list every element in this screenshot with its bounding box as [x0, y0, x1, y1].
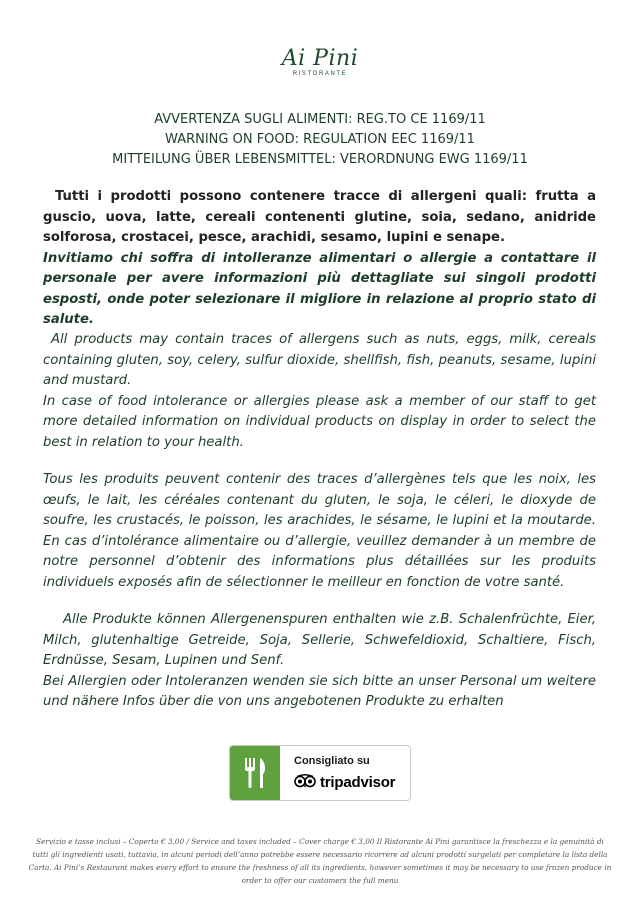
english-contact-note: In case of food intolerance or allergies please ask a member of our staff to get more detailed information on individual products on display in order to select the best in relation to your health. — [43, 393, 596, 450]
german-allergen-list: Alle Produkte können Allergenenspuren enthalten wie z.B. Schalenfrüchte, Eier, Milch, glutenhaltige Getreide, Soja, Sellerie, Schwefeldioxid, Schaltiere, Fisch, Erdnüsse, Sesam, Lupinen und Senf. — [43, 612, 596, 668]
french-notice — [43, 470, 596, 593]
logo-subtitle: RISTORANTE — [292, 71, 348, 77]
italian-contact-note: Invitiamo chi soffra di intolleranze alimentari o allergie a contattare il personale per avere informazioni più dettagliate sui singoli prodotti esposti, onde poter selezionare il migliore in relazione al proprio stato di salute. — [43, 250, 596, 327]
fork-knife-icon — [230, 746, 280, 800]
owl-logo-icon — [294, 773, 316, 792]
english-notice — [43, 330, 596, 453]
tripadvisor-wordmark: tripadvisor — [320, 773, 396, 791]
heading-german: MITTEILUNG ÜBER LEBENSMITTEL: VERORDNUNG EWG 1169/11 — [112, 152, 528, 167]
logo-name: Ai Pini — [281, 46, 359, 71]
heading-italian: AVVERTENZA SUGLI ALIMENTI: REG.TO CE 1169/11 — [154, 112, 486, 127]
badge-recommended-label: Consigliato su — [294, 754, 370, 767]
english-allergen-list: All products may contain traces of allergens such as nuts, eggs, milk, cereals containing gluten, soy, celery, sulfur dioxide, shellfish, fish, peanuts, sesame, lupini and mustard. — [43, 332, 596, 388]
restaurant-logo — [0, 46, 640, 77]
tripadvisor-badge[interactable] — [229, 745, 411, 801]
footer-disclaimer: Servizio e tasse inclusi – Coperto € 3,00 / Service and taxes included – Cover charge € 3,00 Il Ristorante Ai Pini garantisce la freschezza e la genuinità di tutti gli ingredienti usati, tuttavia, in alcuni periodi dell’anno potrebbe essere necessario ricorrere ad alcuni prodotti surgelati per completare la lista della Carta. Ai Pini’s Restaurant makes every effort to ensure the freshness of all its ingredients, however sometimes it may be necessary to use frozen produce in order to offer our customers the full menu — [28, 837, 612, 885]
regulation-heading — [0, 110, 640, 170]
german-notice — [43, 610, 596, 713]
german-contact-note: Bei Allergien oder Intoleranzen wenden sie sich bitte an unser Personal um weitere und nähere Infos über die von uns angebotenen Produkte zu erhalten — [43, 673, 596, 709]
french-allergen-text: Tous les produits peuvent contenir des traces d’allergènes tels que les noix, les œufs, le lait, les céréales contenant du gluten, le soja, le céleri, le dioxyde de soufre, les crustacés, le poisson, les arachides, le sésame, le lupini et la moutarde. En cas d’intolérance alimentaire ou d’allergie, veuillez demander à un membre de notre personnel d’obtenir des informations plus détaillées sur les produits individuels exposés afin de sélectionner le meilleur en fonction de votre santé. — [43, 472, 596, 590]
italian-allergen-list: Tutti i prodotti possono contenere tracce di allergeni quali: frutta a guscio, uova, latte, cereali contenenti glutine, soia, sedano, anidride solforosa, crostacei, pesce, arachidi, sesamo, lupini e senape. — [43, 189, 596, 245]
heading-english: WARNING ON FOOD: REGULATION EEC 1169/11 — [165, 132, 475, 147]
italian-notice — [43, 187, 596, 331]
